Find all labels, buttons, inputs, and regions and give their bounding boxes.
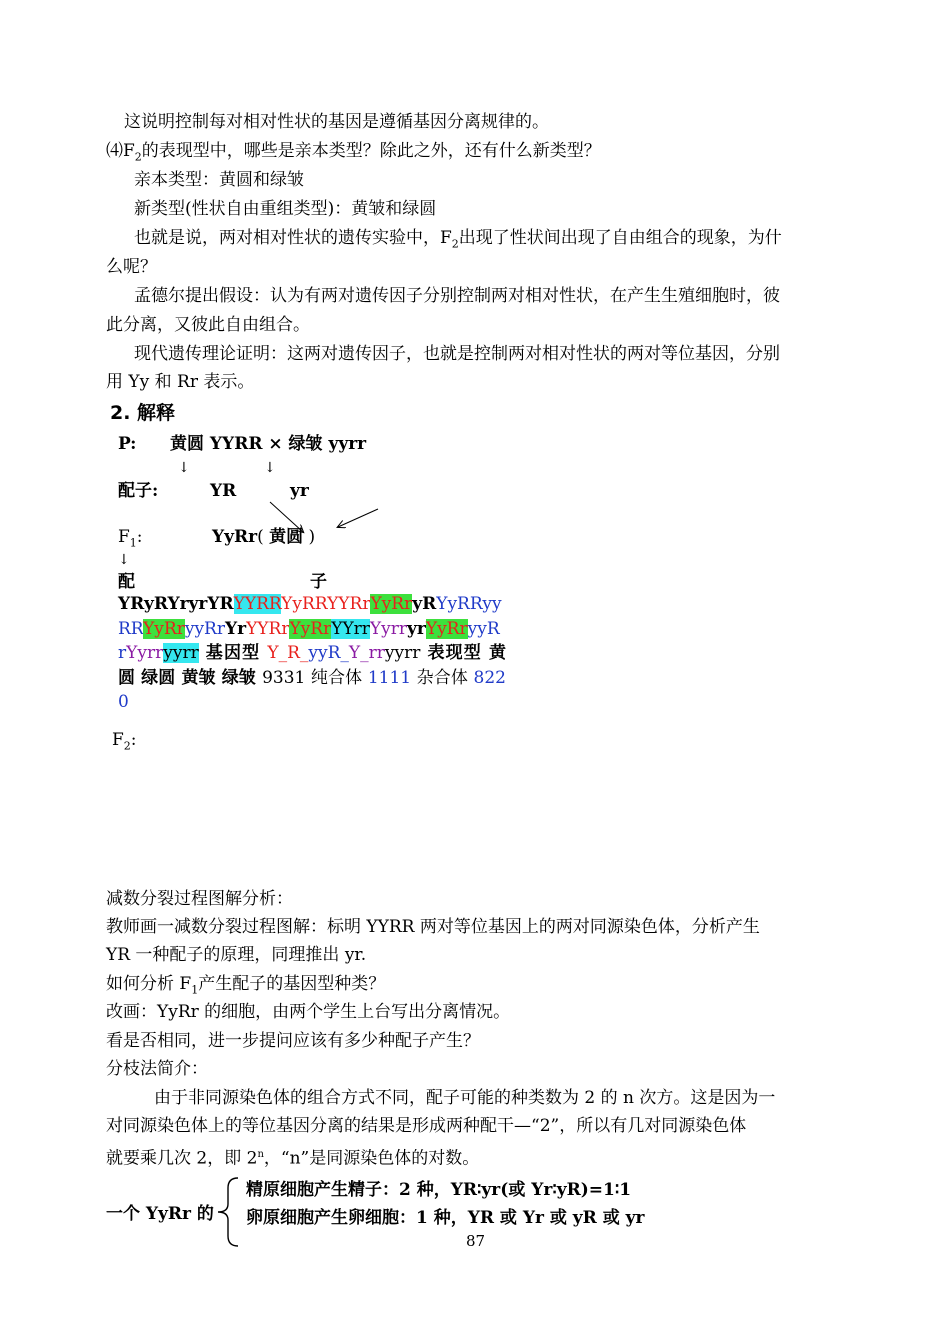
genotype-segment: Y_rr xyxy=(348,643,385,663)
text-line: 由于非同源染色体的组合方式不同，配子可能的种类数为 2 的 n 次方。这是因为一 xyxy=(154,1088,776,1108)
text-line: YR 一种配子的原理，同理推出 yr. xyxy=(106,945,367,965)
text-line: 此分离，又彼此自由组合。 xyxy=(106,315,310,335)
gamete-yr-recessive: yr xyxy=(290,481,309,501)
text-line: 教师画一减数分裂过程图解：标明 YYRR 两对等位基因上的两对同源染色体，分析产生 xyxy=(106,917,760,937)
genotype-segment: yyR_ xyxy=(308,643,349,663)
f1-genotype: YyRr( 黄圆 ) xyxy=(212,527,316,547)
gamete-label: 配子: xyxy=(118,481,159,501)
genotype-segment: 9331 纯合体 xyxy=(262,667,368,688)
text-line: 改画：YyRr 的细胞，由两个学生上台写出分离情况。 xyxy=(106,1002,511,1022)
page-number: 87 xyxy=(466,1232,486,1250)
brace-row-egg: 卵原细胞产生卵细胞：1 种，YR 或 Yr 或 yR 或 yr xyxy=(246,1208,645,1228)
text-line: 就要乘几次 2，即 2$^n$，“n”是同源染色体的对数。 xyxy=(106,1148,480,1169)
punnett-genotypes xyxy=(118,592,506,715)
text-line: 亲本类型：黄圆和绿皱 xyxy=(134,170,304,190)
text-line: 看是否相同，进一步提问应该有多少种配子产生？ xyxy=(106,1031,480,1051)
section-heading: 2. 解释 xyxy=(110,402,176,424)
text-line: 对同源染色体上的等位基因分离的结果是形成两种配干—“2”，所以有几对同源染色体 xyxy=(106,1116,747,1136)
genotype-segment: Y_R_ xyxy=(267,643,309,663)
curly-brace-icon xyxy=(214,1176,244,1248)
text-line: 减数分裂过程图解分析： xyxy=(106,889,293,909)
genotype-segment: YyRr xyxy=(289,618,332,639)
genotype-segment: YyRRYYRr xyxy=(281,594,371,614)
fertilization-arrows-icon xyxy=(0,0,950,560)
genotype-segment: YYRR xyxy=(233,594,282,614)
f1-label: $F_1$: xyxy=(118,527,143,550)
genotype-segment: yyrr xyxy=(163,643,199,663)
text-line: $⑷F_2$的表现型中，哪些是亲本类型？除此之外，还有什么新类型？ xyxy=(106,141,601,164)
genotype-segment: Yyrr xyxy=(369,618,408,639)
genotype-segment: YyRr xyxy=(425,618,468,639)
genotype-segment: YyRRyyRR xyxy=(118,594,502,639)
genotype-segment: 表现型 黄圆 绿圆 黄皱 绿皱 xyxy=(118,643,507,688)
text-line: 如何分析 $F_1$产生配子的基因型种类？ xyxy=(106,974,386,997)
f2-label: $F_2$: xyxy=(112,730,137,753)
text-line: 分枝法简介： xyxy=(106,1059,208,1079)
p-label: P: xyxy=(118,434,137,454)
genotype-segment: yr xyxy=(407,618,426,639)
text-line: 孟德尔提出假设：认为有两对遗传因子分别控制两对相对性状，在产生生殖细胞时，彼 xyxy=(134,286,780,306)
text-line: 也就是说，两对相对性状的遗传实验中，$F_2$出现了性状间出现了自由组合的现象，为什 xyxy=(134,228,782,251)
brace-left-label: 一个 YyRr 的 xyxy=(106,1204,214,1224)
brace-row-sperm: 精原细胞产生精子：2 种，YR∶yr(或 Yr∶yR)=1∶1 xyxy=(246,1180,632,1200)
text-line: 现代遗传理论证明：这两对遗传因子，也就是控制两对相对性状的两对等位基因，分别 xyxy=(134,344,780,364)
genotype-segment: YyRr xyxy=(370,594,413,614)
genotype-segment: YyRr xyxy=(143,618,185,639)
p-cross: 黄圆 YYRR × 绿皱 yyrr xyxy=(170,434,367,454)
genotype-segment: 8220 xyxy=(118,667,506,712)
genotype-segment: 杂合体 xyxy=(411,667,474,688)
text-line: 新类型(性状自由重组类型)：黄皱和绿圆 xyxy=(134,199,437,219)
text-line: 么呢？ xyxy=(106,257,157,277)
arrow-down-icon: ↓ xyxy=(118,552,130,568)
text-line: 用 Yy 和 Rr 表示。 xyxy=(106,372,255,392)
genotype-segment: Yr xyxy=(224,618,247,639)
text-line: 这说明控制每对相对性状的基因是遵循基因分离规律的。 xyxy=(124,112,549,132)
genotype-segment: 1111 xyxy=(367,667,412,688)
genotype-segment: YRyRYryrYR xyxy=(118,594,234,614)
arrow-down-icon: ↓ xyxy=(264,460,276,476)
genotype-segment: yyRr xyxy=(118,618,500,663)
arrow-down-icon: ↓ xyxy=(178,460,190,476)
genotype-segment: yyrr xyxy=(384,643,421,663)
genotype-segment: Yyrr xyxy=(126,643,164,663)
gamete-char: 配 xyxy=(118,572,135,592)
genotype-segment: yyRr xyxy=(184,618,225,639)
gamete-char: 子 xyxy=(310,572,327,592)
genotype-segment: YYRr xyxy=(246,618,290,639)
genotype-segment: yR xyxy=(412,594,437,614)
genotype-segment: 基因型 xyxy=(198,643,268,663)
gamete-yr-dominant: YR xyxy=(210,481,237,501)
genotype-segment: YYrr xyxy=(331,618,370,639)
